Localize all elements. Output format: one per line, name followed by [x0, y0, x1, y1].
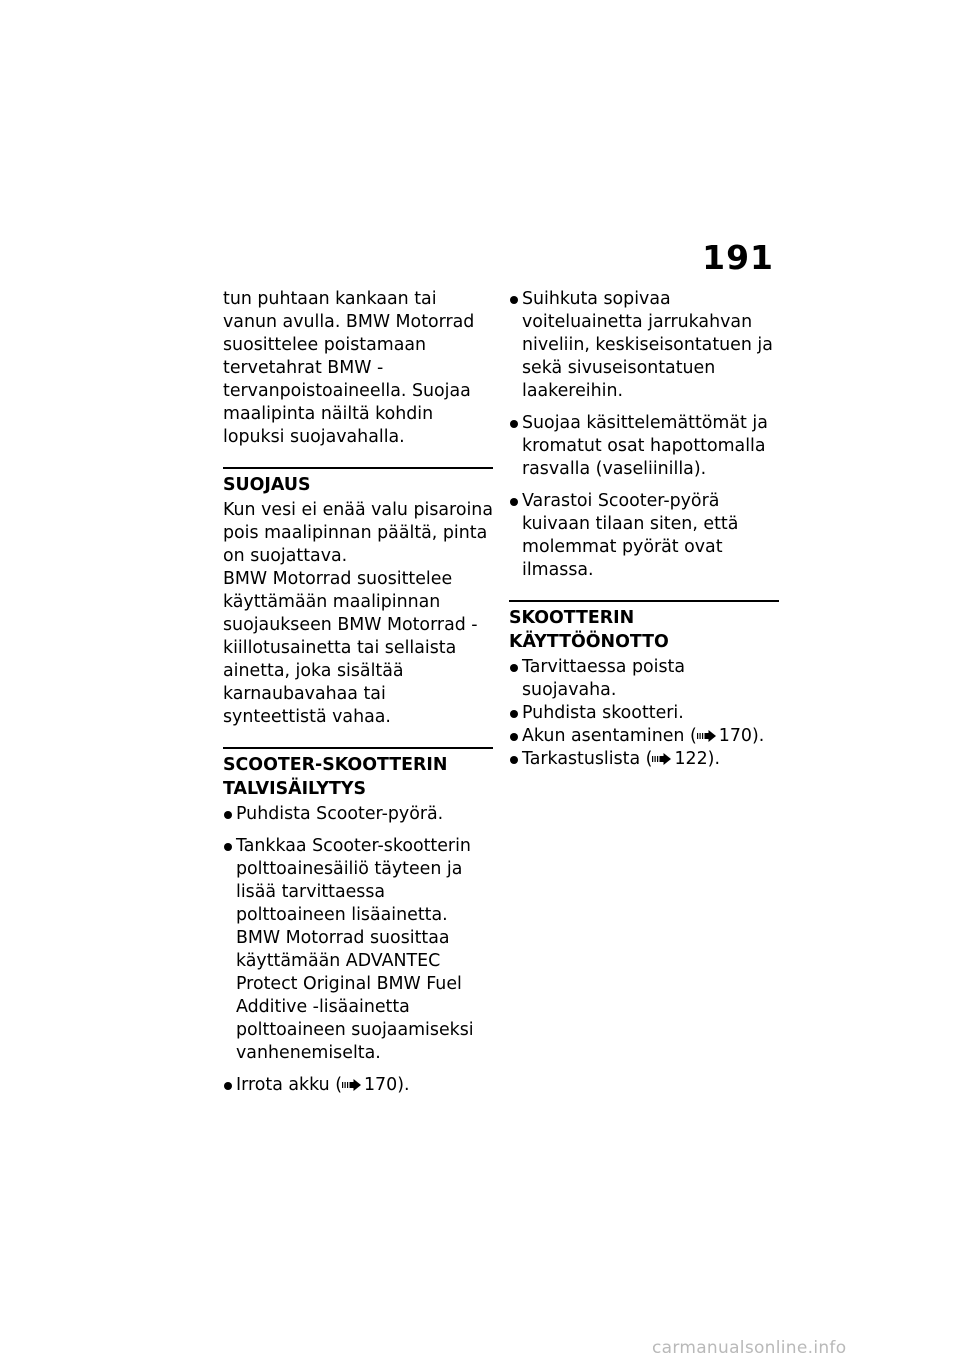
section-heading-commissioning: SKOOTTERIN KÄYTTÖÖNOTTO [509, 608, 669, 652]
list-item: Suihkuta sopivaa voiteluainetta jarrukahvan niveliin, keskiseisontatuen ja sekä sivuseisontatuen laakereihin. [509, 288, 779, 403]
page-reference[interactable]: 170 [363, 1075, 398, 1095]
list-item-reference [509, 748, 779, 771]
list-item-text: ). [397, 1075, 410, 1095]
commissioning-list [509, 656, 779, 771]
list-item-text: ). [707, 749, 720, 769]
arrow-reference-icon [652, 753, 672, 765]
intro-paragraph: tun puhtaan kankaan tai vanun avulla. BMW Motorrad suosittelee poistamaan tervetahrat BMW -tervanpoistoaineella. Suojaa maalipinta näiltä kohdin lopuksi suojavahalla. [223, 289, 475, 447]
section-heading-protection: SUOJAUS [223, 475, 311, 495]
section-divider [223, 467, 493, 469]
left-column [223, 288, 493, 1106]
list-item: Varastoi Scooter-pyörä kuivaan tilaan siten, että molemmat pyörät ovat ilmassa. [509, 490, 779, 582]
page-reference[interactable]: 122 [674, 749, 708, 769]
page-reference[interactable]: 170 [718, 726, 752, 746]
list-item-text: Irrota akku ( [236, 1075, 342, 1095]
section-commissioning [509, 600, 779, 771]
section-divider [509, 600, 779, 602]
list-item-text: ). [751, 726, 765, 746]
list-item-reference [509, 725, 779, 748]
list-item: Suojaa käsittelemättömät ja kromatut osat hapottomalla rasvalla (vaseliinilla). [509, 412, 779, 481]
arrow-reference-icon [697, 730, 717, 742]
protection-paragraph-2: BMW Motorrad suosittelee käyttämään maalipinnan suojaukseen BMW Motorrad -kiillotusainetta tai sellaista ainetta, joka sisältää karnaubavahaa tai synteettistä vahaa. [223, 569, 478, 727]
arrow-reference-icon [342, 1079, 362, 1091]
list-item: Tankkaa Scooter-skootterin polttoainesäiliö täyteen ja lisää tarvittaessa polttoaineen lisäainetta. BMW Motorrad suosittaa käyttämään ADVANTEC Protect Original BMW Fuel Additive -lisäainetta polttoaineen suojaamiseksi vanhenemiselta. [223, 835, 493, 1065]
list-item: Puhdista Scooter-pyörä. [223, 803, 493, 826]
list-item: Tarvittaessa poista suojavaha. [509, 656, 779, 702]
right-column [509, 288, 779, 771]
list-item-text: Akun asentaminen ( [522, 726, 697, 746]
protection-paragraph-1: Kun vesi ei enää valu pisaroina pois maalipinnan päältä, pinta on suojattava. [223, 500, 493, 566]
watermark-text: carmanualsonline.info [652, 1338, 847, 1358]
section-heading-winter-storage: SCOOTER-SKOOTTERIN TALVISÄILYTYS [223, 755, 448, 799]
winter-storage-list-continued [509, 288, 779, 582]
winter-storage-list [223, 803, 493, 1097]
list-item-reference [223, 1074, 493, 1097]
list-item-text: Tarkastuslista ( [522, 749, 653, 769]
section-divider [223, 747, 493, 749]
page-number: 191 [702, 238, 774, 277]
section-protection [223, 467, 493, 729]
section-winter-storage [223, 747, 493, 1097]
list-item: Puhdista skootteri. [509, 702, 779, 725]
